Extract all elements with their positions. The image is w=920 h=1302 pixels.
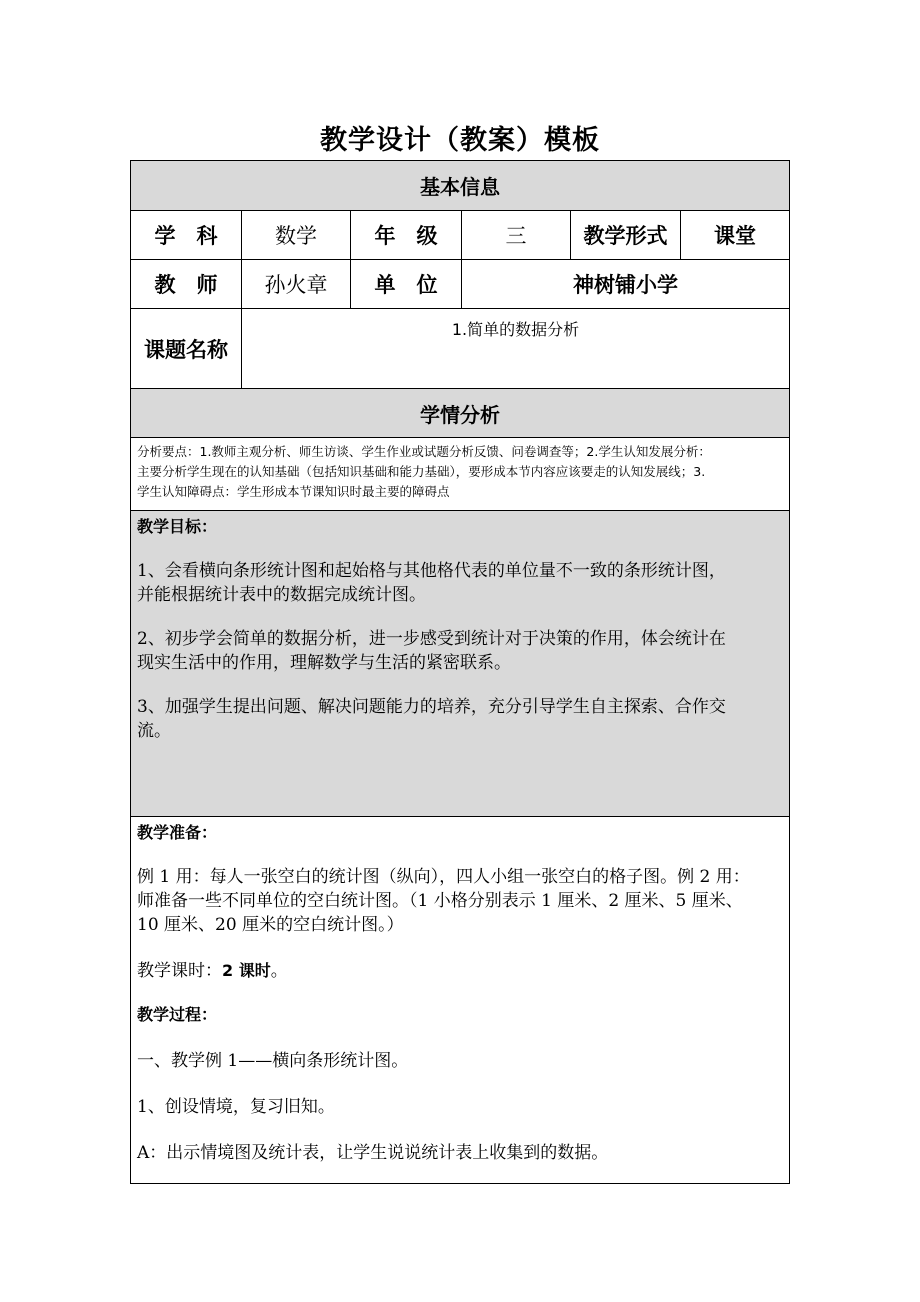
analysis-header: 学情分析 [420, 402, 500, 427]
analysis-note-line: 学生认知障碍点：学生形成本节课知识时最主要的障碍点 [137, 484, 450, 499]
topic-value: 1.简单的数据分析 [241, 309, 789, 388]
objective-line: 2、初步学会简单的数据分析，进一步感受到统计对于决策的作用，体会统计在 [137, 629, 726, 649]
process-step: 1、创设情境，复习旧知。 [137, 1097, 335, 1117]
unit-label: 单 位 [350, 260, 461, 308]
lesson-hours-suffix: 。 [270, 961, 288, 981]
subject-row [131, 210, 789, 259]
teacher-value: 孙火章 [241, 260, 350, 308]
subject-label: 学 科 [154, 224, 218, 248]
analysis-header-row [131, 388, 789, 437]
objective-line: 并能根据统计表中的数据完成统计图。 [137, 585, 426, 605]
lesson-plan-table [130, 160, 790, 1184]
objective-line: 流。 [137, 721, 171, 741]
preparation-line: 例 1 用：每人一张空白的统计图（纵向），四人小组一张空白的格子图。例 2 用： [137, 867, 750, 887]
basic-info-header-row [131, 161, 789, 210]
lesson-hours [137, 959, 783, 983]
analysis-note-line: 分析要点：1.教师主观分析、师生访谈、学生作业或试题分析反馈、问卷调查等；2.学生认知发展分析： [137, 444, 711, 459]
grade-value: 三 [461, 211, 570, 259]
lesson-hours-value: 2 课时 [222, 961, 271, 980]
analysis-note-line: 主要分析学生现在的认知基础（包括知识基础和能力基础），要形成本节内容应该要走的认知发展线；3. [137, 464, 706, 479]
objectives-label: 教学目标： [137, 517, 218, 536]
process-step: A：出示情境图及统计表，让学生说说统计表上收集到的数据。 [137, 1143, 609, 1163]
process-step: 一、教学例 1——横向条形统计图。 [137, 1051, 409, 1071]
basic-info-header: 基本信息 [420, 175, 500, 199]
objective-line: 3、加强学生提出问题、解决问题能力的培养，充分引导学生自主探索、合作交 [137, 697, 726, 717]
preparation-line: 10 厘米、20 厘米的空白统计图。） [137, 915, 404, 935]
preparation-section [131, 816, 789, 1183]
teacher-row [131, 259, 789, 308]
analysis-notes [131, 437, 789, 510]
topic-label: 课题名称 [144, 337, 228, 362]
preparation-label: 教学准备： [137, 823, 218, 842]
preparation-line: 师准备一些不同单位的空白统计图。（1 小格分别表示 1 厘米、2 厘米、5 厘米、 [137, 891, 743, 911]
grade-label: 年 级 [350, 211, 461, 259]
objective-line: 现实生活中的作用，理解数学与生活的紧密联系。 [137, 653, 511, 673]
subject-value: 数学 [241, 211, 350, 259]
form-label: 教学形式 [570, 211, 680, 259]
lesson-hours-prefix: 教学课时： [137, 961, 222, 981]
unit-value: 神树铺小学 [461, 260, 789, 308]
document-title: 教学设计（教案）模板 [320, 125, 600, 156]
form-value: 课堂 [680, 211, 789, 259]
teacher-label: 教 师 [154, 273, 218, 297]
topic-row [131, 308, 789, 388]
objectives-section [131, 510, 789, 816]
process-label: 教学过程： [137, 1005, 218, 1024]
objective-line: 1、会看横向条形统计图和起始格与其他格代表的单位量不一致的条形统计图， [137, 561, 726, 581]
